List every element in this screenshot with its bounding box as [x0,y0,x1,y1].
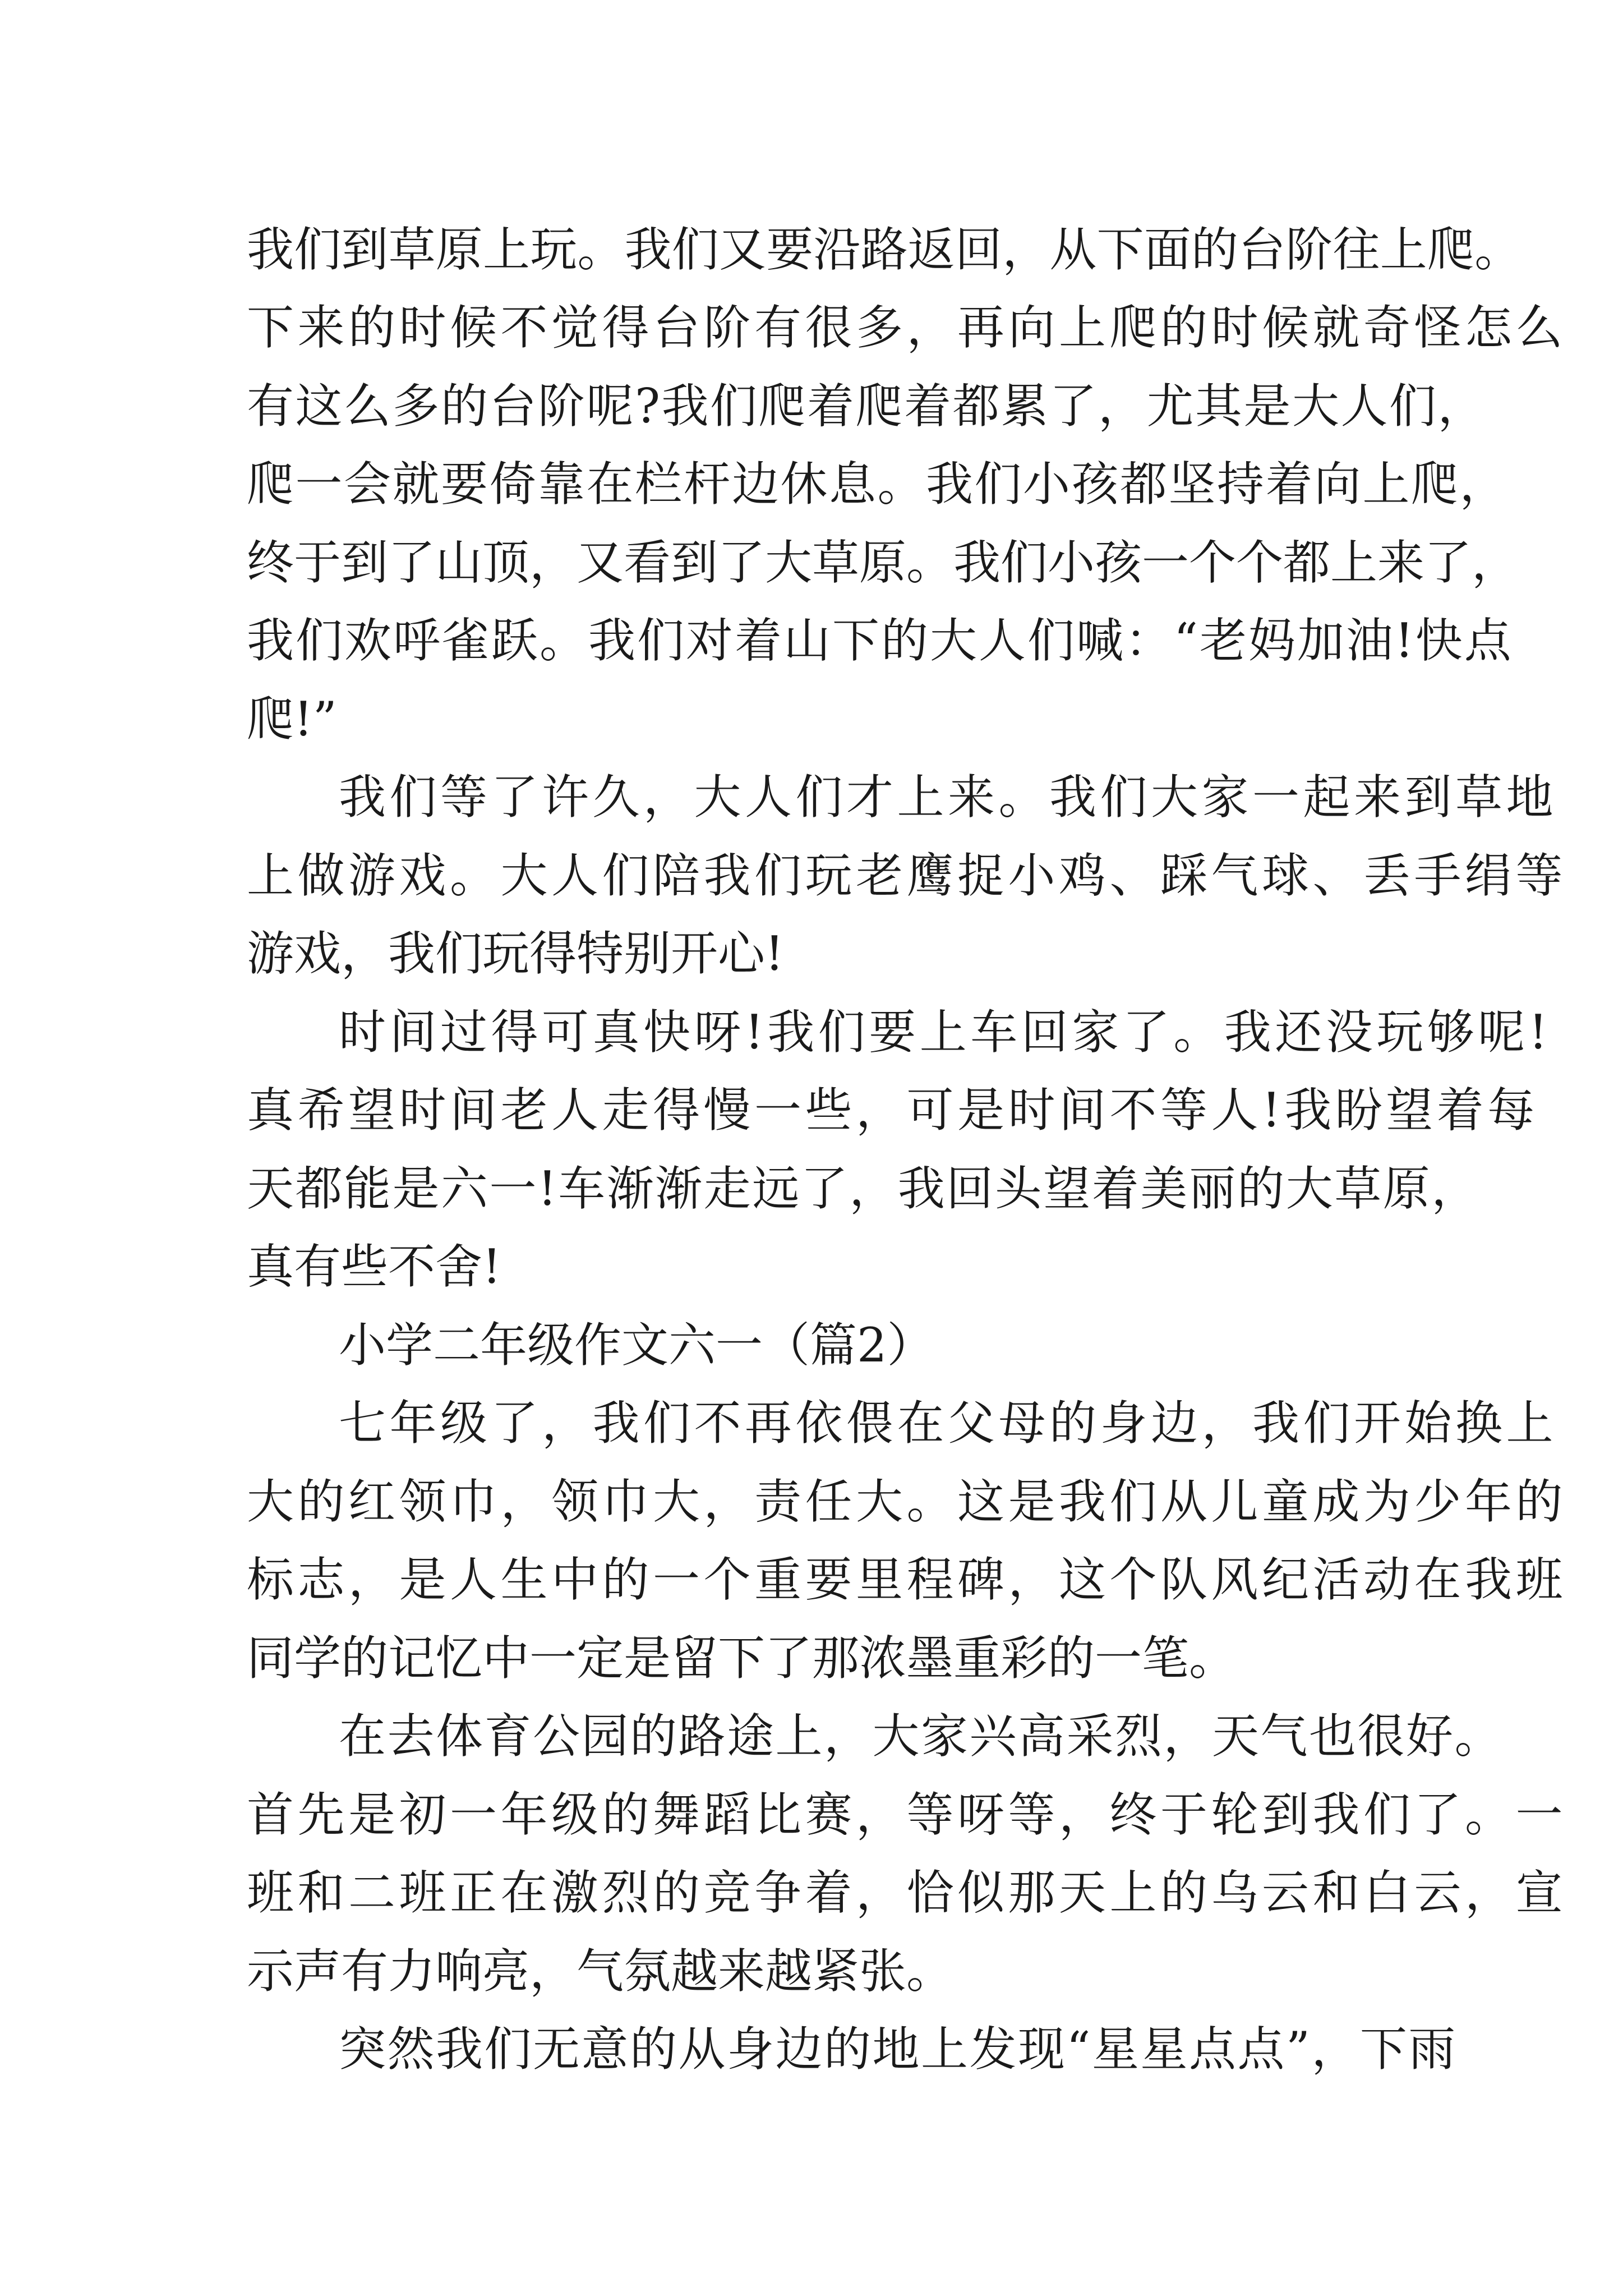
text-line: 我们到草原上玩。我们又要沿路返回，从下面的台阶往上爬。 [247,222,1522,277]
text-line: 同学的记忆中一定是留下了那浓墨重彩的一笔。 [247,1631,1237,1686]
text-line: 班和二班正在激烈的竞争着，恰似那天上的乌云和白云，宣 [247,1865,1567,1920]
text-line: 下来的时候不觉得台阶有很多，再向上爬的时候就奇怪怎么 [247,300,1567,355]
paragraph-first-line: 时间过得可真快呀!我们要上车回家了。我还没玩够呢! [339,1005,1552,1060]
text-line: 真有些不舍! [247,1239,501,1294]
paragraph-first-line: 在去体育公园的路途上，大家兴高采烈，天气也很好。 [339,1709,1504,1764]
text-line: 天都能是六一!车渐渐走远了，我回头望着美丽的大草原， [247,1161,1480,1216]
text-line: 真希望时间老人走得慢一些，可是时间不等人!我盼望着每 [247,1083,1538,1138]
paragraph-first-line: 突然我们无意的从身边的地上发现“星星点点”，下雨 [339,2022,1457,2077]
paragraph-first-line: 我们等了许久，大人们才上来。我们大家一起来到草地 [339,770,1557,825]
text-line: 终于到了山顶，又看到了大草原。我们小孩一个个都上来了， [247,535,1519,590]
section-heading: 小学二年级作文六一（篇2） [339,1318,934,1373]
text-line: 爬一会就要倚靠在栏杆边休息。我们小孩都坚持着向上爬， [247,457,1509,512]
text-line: 首先是初一年级的舞蹈比赛，等呀等，终于轮到我们了。一 [247,1787,1567,1842]
text-line: 示声有力响亮，气氛越来越紧张。 [247,1944,954,1999]
text-line: 大的红领巾，领巾大，责任大。这是我们从儿童成为少年的 [247,1474,1567,1529]
text-line: 上做游戏。大人们陪我们玩老鹰捉小鸡、踩气球、丢手绢等 [247,848,1567,903]
text-line: 爬!” [247,692,337,747]
text-line: 我们欢呼雀跃。我们对着山下的大人们喊：“老妈加油!快点 [247,613,1513,668]
paragraph-first-line: 七年级了，我们不再依偎在父母的身边，我们开始换上 [339,1396,1557,1451]
text-line: 有这么多的台阶呢?我们爬着爬着都累了，尤其是大人们， [247,379,1487,434]
text-line: 游戏，我们玩得特别开心! [247,926,784,981]
text-line: 标志，是人生中的一个重要里程碑，这个队风纪活动在我班 [247,1552,1567,1607]
